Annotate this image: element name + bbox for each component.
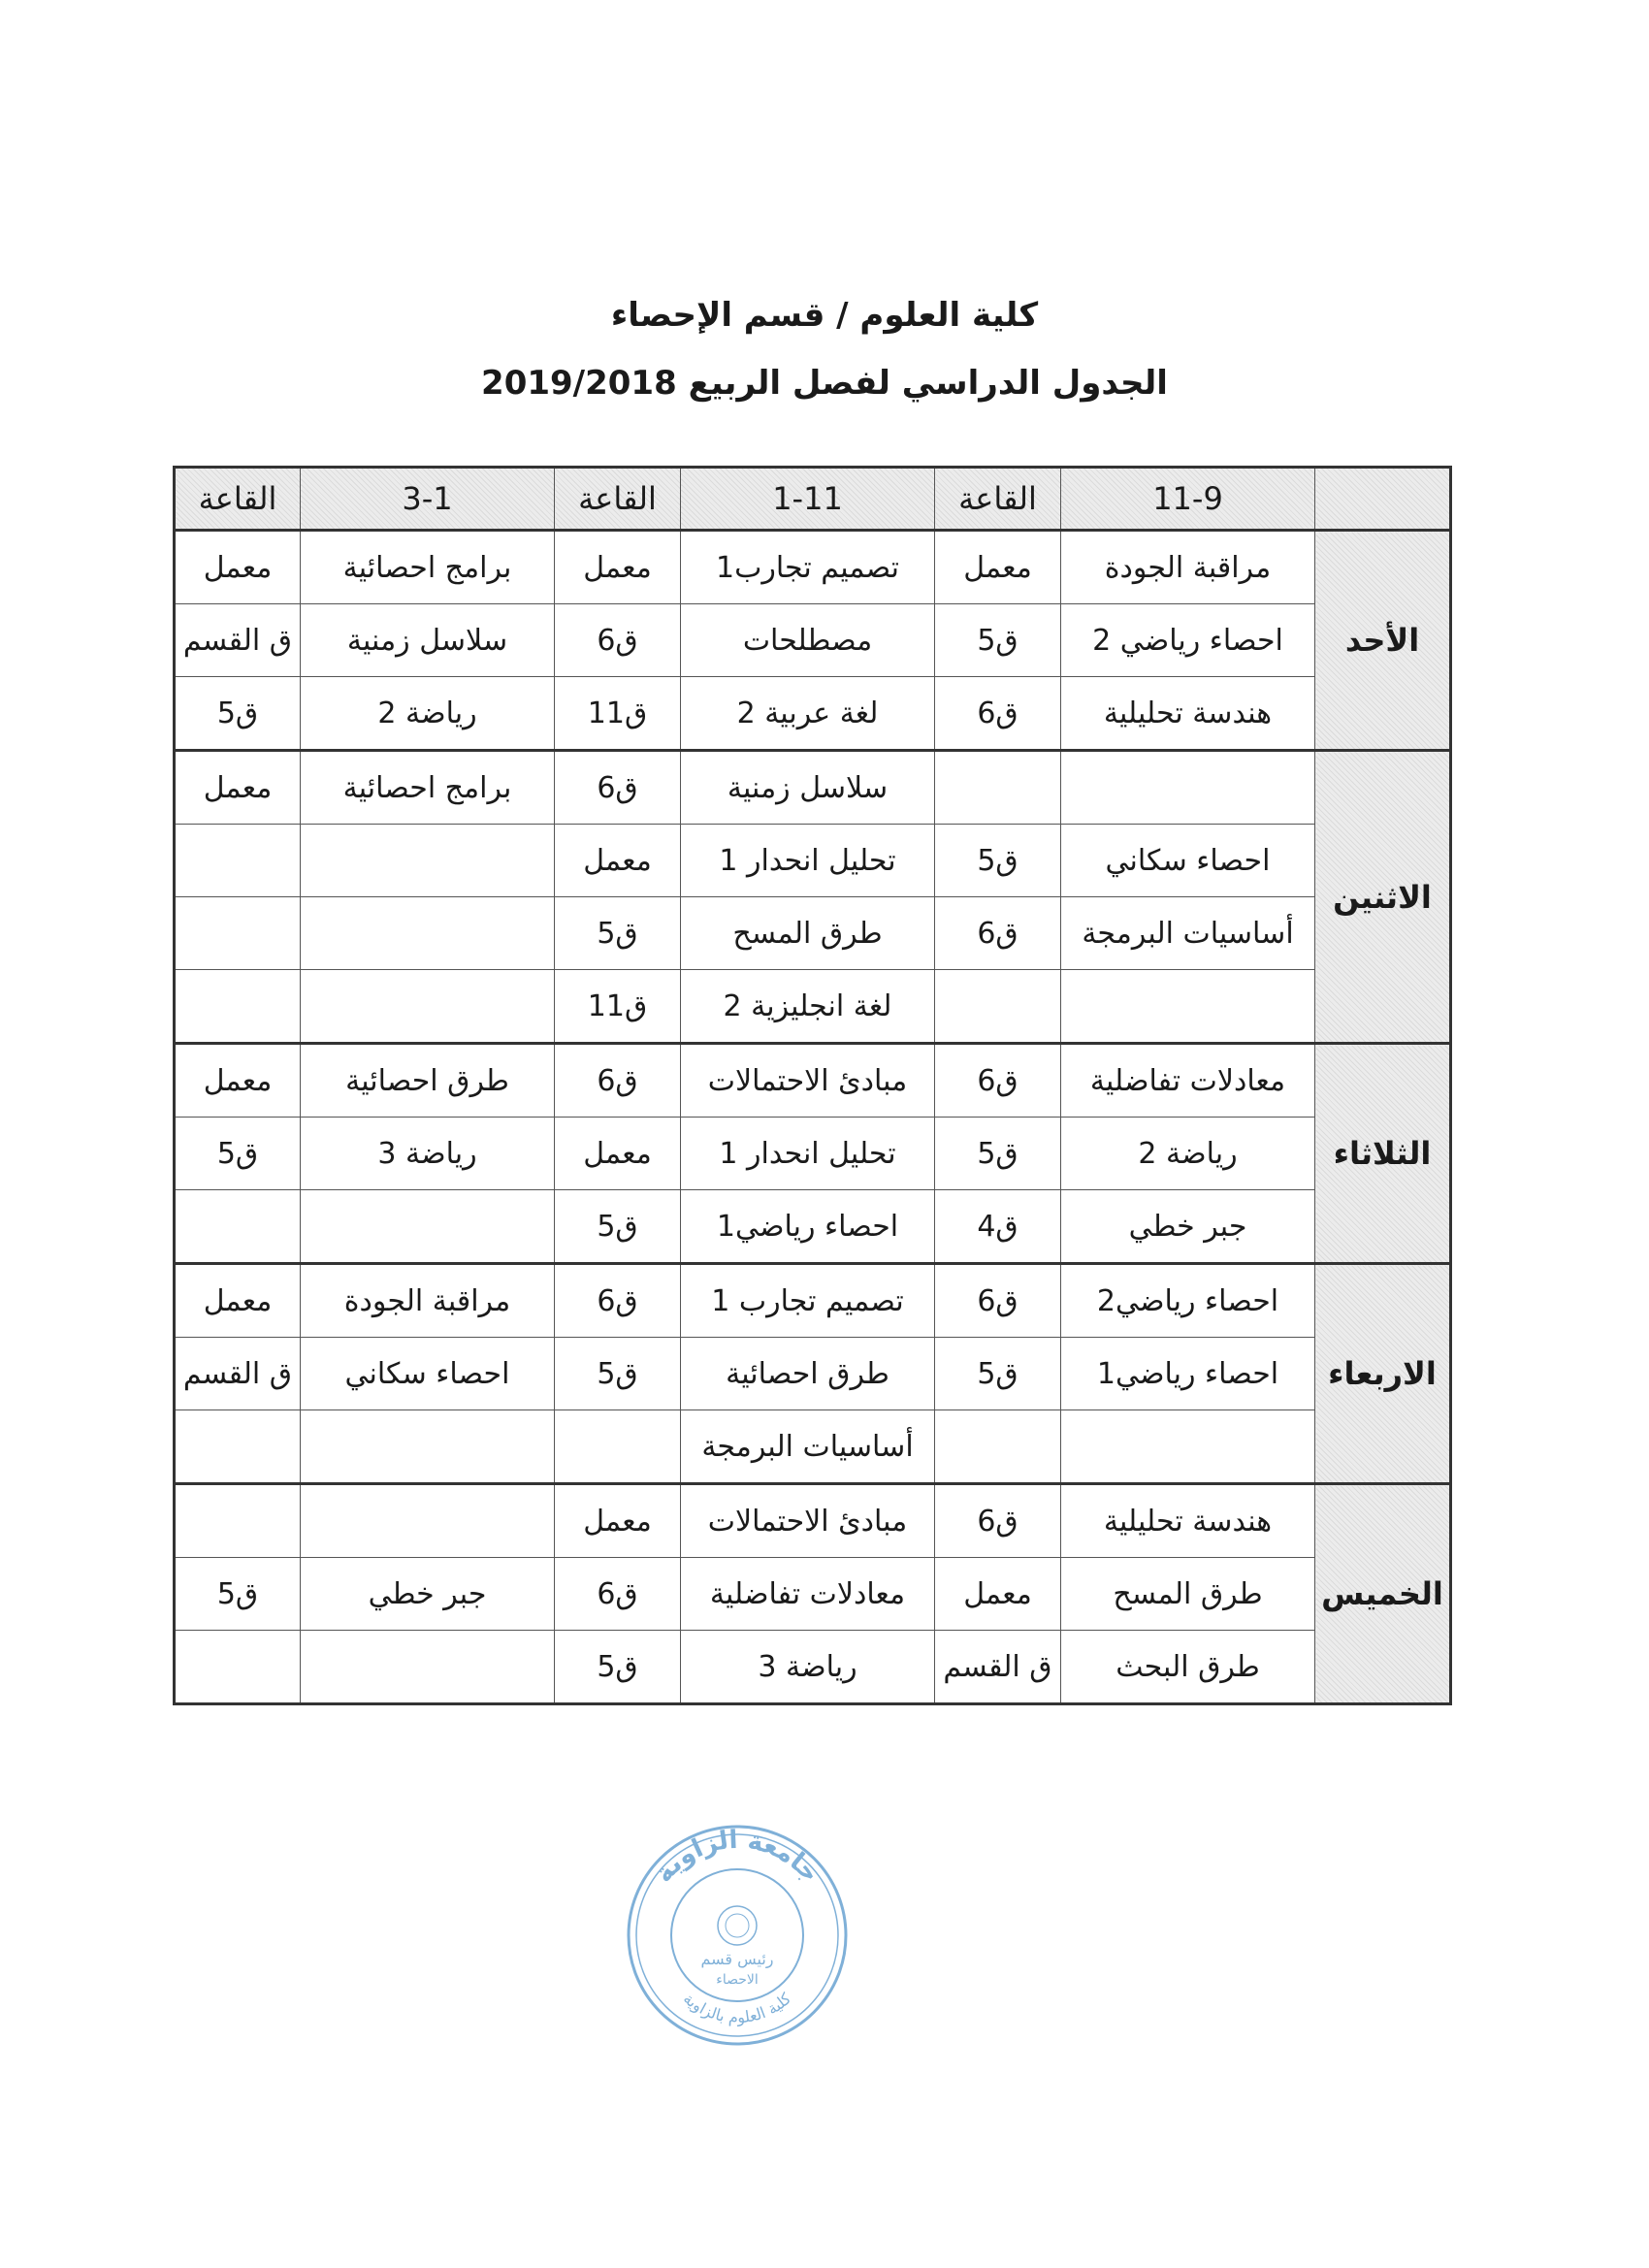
slot-2-course: لغة انجليزية 2 [681,970,935,1044]
slot-1-course: معادلات تفاضلية [1061,1044,1315,1118]
table-row [175,1631,1451,1704]
slot-3-room [175,1631,301,1704]
slot-1-room: معمل [935,1558,1061,1631]
table-row [175,1264,1451,1338]
slot-1-room: ق5 [935,825,1061,897]
slot-3-course: رياضة 3 [301,1118,555,1190]
day-label: الاثنين [1315,751,1451,1044]
slot-1-course: هندسة تحليلية [1061,1484,1315,1558]
slot-1-course: مراقبة الجودة [1061,531,1315,604]
slot-3-course [301,970,555,1044]
table-row [175,1044,1451,1118]
table-row [175,897,1451,970]
slot-3-room: ق5 [175,1118,301,1190]
slot-1-room: ق6 [935,1264,1061,1338]
slot-2-course: مبادئ الاحتمالات [681,1044,935,1118]
slot-2-course: طرق المسح [681,897,935,970]
slot-1-room: ق5 [935,604,1061,677]
day-group [175,1044,1451,1264]
header-room-3: القاعة [175,468,301,531]
slot-2-room: ق5 [555,1190,681,1264]
table-row [175,825,1451,897]
day-group [175,751,1451,1044]
slot-3-course: برامج احصائية [301,751,555,825]
slot-2-room: ق6 [555,1264,681,1338]
table-row [175,1410,1451,1484]
slot-3-room [175,1190,301,1264]
slot-1-room: ق6 [935,897,1061,970]
day-label: الثلاثاء [1315,1044,1451,1264]
slot-2-room: ق5 [555,1631,681,1704]
table-row [175,1558,1451,1631]
slot-3-course: احصاء سكاني [301,1338,555,1410]
schedule-subtitle: الجدول الدراسي لفصل الربيع 2019/2018 [481,364,1168,403]
stamp-inner-text-1: رئيس قسم [700,1950,774,1968]
header-day [1315,468,1451,531]
slot-2-room: ق6 [555,604,681,677]
header-slot-2: 1-11 [681,468,935,531]
day-group [175,531,1451,751]
slot-1-course: هندسة تحليلية [1061,677,1315,751]
slot-1-room: معمل [935,531,1061,604]
slot-1-room [935,970,1061,1044]
schedule-table [173,466,1452,1705]
slot-1-course: طرق المسح [1061,1558,1315,1631]
slot-3-room [175,1484,301,1558]
day-group [175,1264,1451,1484]
slot-1-course: رياضة 2 [1061,1118,1315,1190]
slot-2-room: ق6 [555,751,681,825]
table-row [175,1190,1451,1264]
slot-1-room: ق6 [935,677,1061,751]
slot-3-room: ق القسم [175,1338,301,1410]
slot-1-room: ق القسم [935,1631,1061,1704]
slot-2-room: معمل [555,1118,681,1190]
slot-3-course: سلاسل زمنية [301,604,555,677]
stamp-outer-text: جامعة الزاوية [649,1825,825,1889]
slot-2-room: معمل [555,1484,681,1558]
day-label: الاربعاء [1315,1264,1451,1484]
slot-3-course [301,897,555,970]
slot-1-room: ق5 [935,1118,1061,1190]
slot-3-course [301,825,555,897]
slot-1-room [935,1410,1061,1484]
slot-2-course: تحليل انحدار 1 [681,1118,935,1190]
slot-1-course: احصاء رياضي2 [1061,1264,1315,1338]
slot-2-course: احصاء رياضي1 [681,1190,935,1264]
header-room-1: القاعة [935,468,1061,531]
slot-2-course: تصميم تجارب1 [681,531,935,604]
slot-1-course: طرق البحث [1061,1631,1315,1704]
slot-1-course: احصاء سكاني [1061,825,1315,897]
slot-2-course: معادلات تفاضلية [681,1558,935,1631]
slot-3-course [301,1631,555,1704]
slot-1-room: ق4 [935,1190,1061,1264]
day-label: الأحد [1315,531,1451,751]
slot-1-room: ق6 [935,1484,1061,1558]
slot-1-course: أساسيات البرمجة [1061,897,1315,970]
slot-2-course: أساسيات البرمجة [681,1410,935,1484]
slot-1-course [1061,970,1315,1044]
slot-3-course: جبر خطي [301,1558,555,1631]
slot-2-course: رياضة 3 [681,1631,935,1704]
slot-1-course: احصاء رياضي1 [1061,1338,1315,1410]
slot-3-course: طرق احصائية [301,1044,555,1118]
day-label: الخميس [1315,1484,1451,1704]
table-row [175,677,1451,751]
slot-1-course: احصاء رياضي 2 [1061,604,1315,677]
slot-1-room: ق5 [935,1338,1061,1410]
slot-3-room: ق5 [175,677,301,751]
table-row [175,1338,1451,1410]
slot-1-course [1061,1410,1315,1484]
slot-3-room: معمل [175,1264,301,1338]
slot-3-room: معمل [175,1044,301,1118]
slot-2-room: ق6 [555,1044,681,1118]
table-row [175,751,1451,825]
header-slot-3: 3-1 [301,468,555,531]
slot-3-course [301,1484,555,1558]
slot-3-room [175,1410,301,1484]
slot-1-course: جبر خطي [1061,1190,1315,1264]
slot-3-room [175,970,301,1044]
slot-3-course: برامج احصائية [301,531,555,604]
seal-stamp [621,1819,854,2052]
slot-2-course: مصطلحات [681,604,935,677]
slot-3-course: مراقبة الجودة [301,1264,555,1338]
slot-3-course: رياضة 2 [301,677,555,751]
slot-3-room: ق5 [175,1558,301,1631]
slot-3-room: معمل [175,531,301,604]
slot-1-room [935,751,1061,825]
slot-2-room: ق5 [555,897,681,970]
slot-2-room: ق11 [555,970,681,1044]
header-slot-1: 11-9 [1061,468,1315,531]
slot-2-room: معمل [555,825,681,897]
slot-3-room: معمل [175,751,301,825]
table-row [175,970,1451,1044]
slot-2-course: لغة عربية 2 [681,677,935,751]
stamp-inner-text-2: الاحصاء [716,1972,759,1988]
slot-2-room: معمل [555,531,681,604]
slot-2-course: تحليل انحدار 1 [681,825,935,897]
slot-3-room [175,825,301,897]
day-group [175,1484,1451,1704]
slot-3-course [301,1410,555,1484]
table-row [175,604,1451,677]
slot-3-course [301,1190,555,1264]
header-room-2: القاعة [555,468,681,531]
stamp-bottom-text: كلية العلوم بالزاوية [679,1989,795,2027]
slot-1-course [1061,751,1315,825]
slot-2-room: ق11 [555,677,681,751]
table-row [175,1484,1451,1558]
table-header [175,468,1451,531]
slot-2-course: تصميم تجارب 1 [681,1264,935,1338]
slot-3-room [175,897,301,970]
table-row [175,531,1451,604]
slot-2-room: ق5 [555,1338,681,1410]
slot-2-room: ق6 [555,1558,681,1631]
slot-1-room: ق6 [935,1044,1061,1118]
slot-2-room [555,1410,681,1484]
table-row [175,1118,1451,1190]
page-title: كلية العلوم / قسم الإحصاء [610,296,1039,335]
slot-3-room: ق القسم [175,604,301,677]
slot-2-course: سلاسل زمنية [681,751,935,825]
slot-2-course: طرق احصائية [681,1338,935,1410]
slot-2-course: مبادئ الاحتمالات [681,1484,935,1558]
